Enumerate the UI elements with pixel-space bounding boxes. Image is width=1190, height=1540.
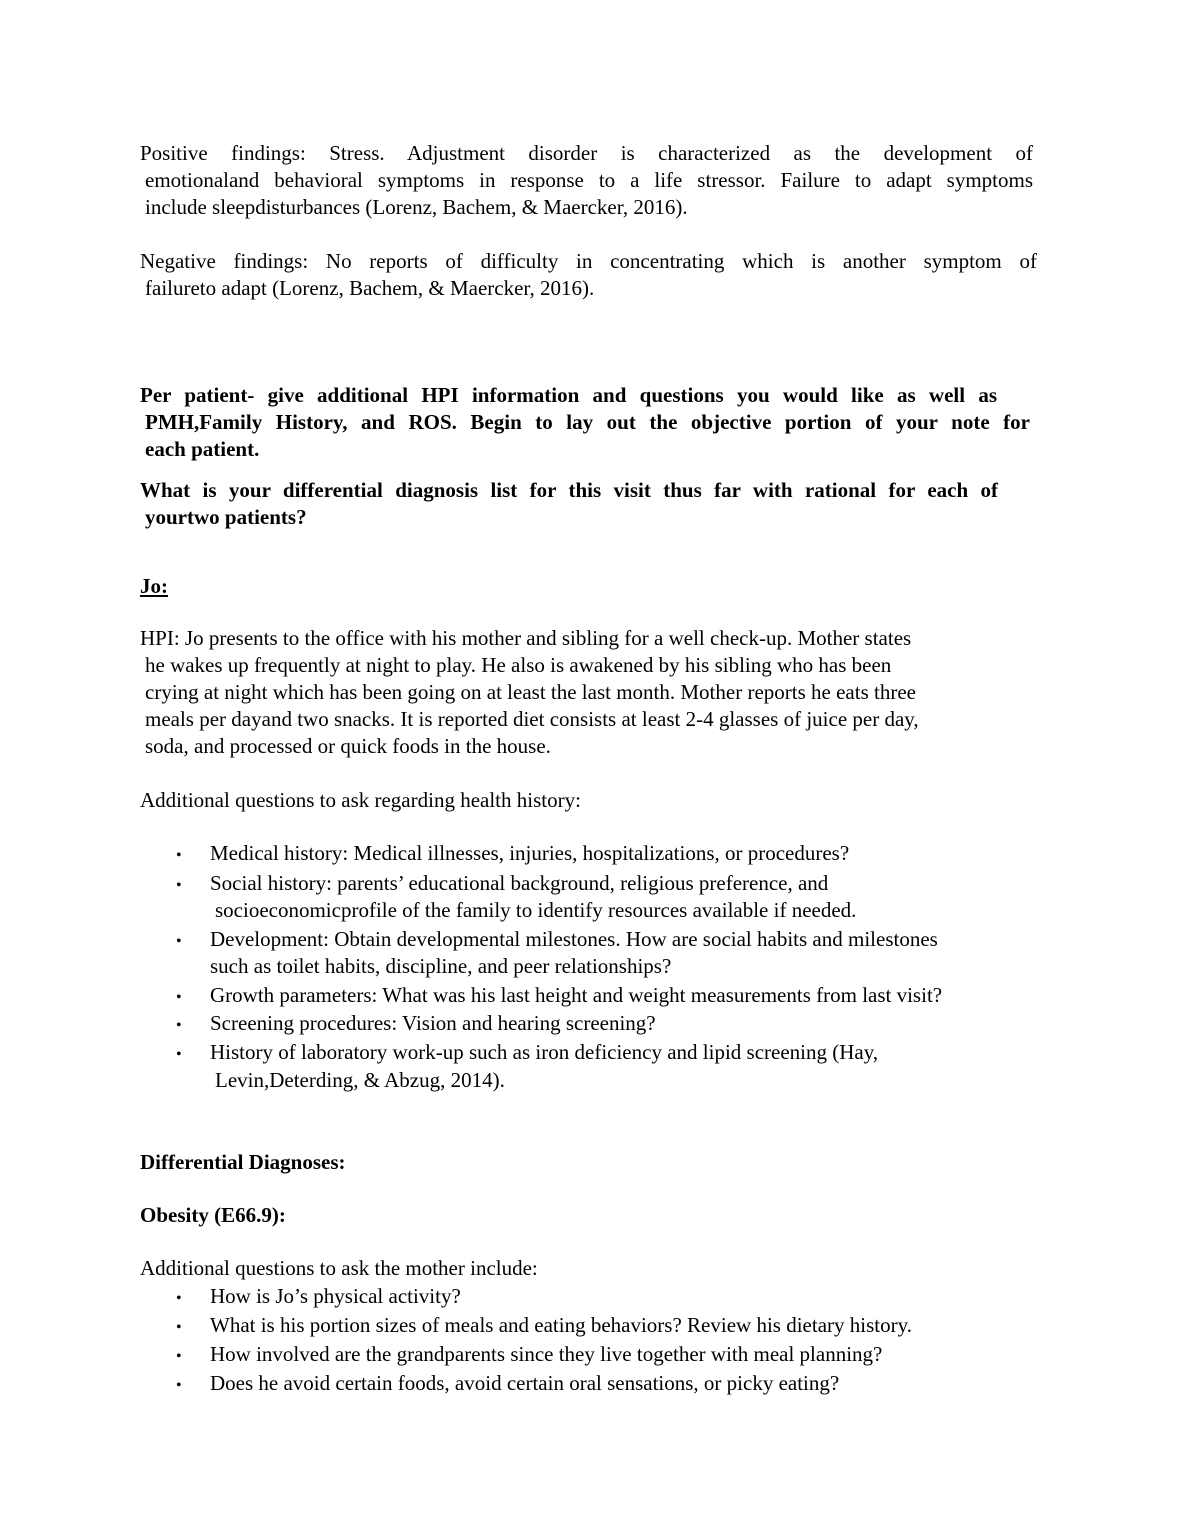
list-item-continued: socioeconomicprofile of the family to identify resources available if needed. <box>215 898 857 922</box>
list-item: How is Jo’s physical activity? <box>210 1284 461 1308</box>
bullet-icon: • <box>176 1290 182 1307</box>
bullet-icon: • <box>176 847 182 864</box>
list-item: How involved are the grandparents since they live together with meal planning? <box>210 1342 883 1366</box>
list-item: Does he avoid certain foods, avoid certain oral sensations, or picky eating? <box>210 1371 840 1395</box>
list-item: Growth parameters: What was his last height and weight measurements from last visit? <box>210 983 943 1007</box>
bullet-icon: • <box>176 933 182 950</box>
mother-questions-intro: Additional questions to ask the mother include: <box>140 1256 538 1280</box>
hpi-line: HPI: Jo presents to the office with his mother and sibling for a well check-up. Mother states <box>140 626 912 650</box>
positive-findings-line: Positive findings: Stress. Adjustment disorder is characterized as the development of <box>140 141 1033 165</box>
negative-findings-line: Negative findings: No reports of difficulty in concentrating which is another symptom of <box>140 249 1037 273</box>
list-item: History of laboratory work-up such as iron deficiency and lipid screening (Hay, <box>210 1040 879 1064</box>
bullet-icon: • <box>176 1017 182 1034</box>
patient-heading: Jo: <box>140 574 168 598</box>
health-history-intro: Additional questions to ask regarding health history: <box>140 788 581 812</box>
prompt-line: each patient. <box>145 437 260 461</box>
hpi-line: meals per dayand two snacks. It is reported diet consists at least 2-4 glasses of juice per day, <box>145 707 919 731</box>
list-item: Social history: parents’ educational background, religious preference, and <box>210 871 829 895</box>
hpi-line: he wakes up frequently at night to play. He also is awakened by his sibling who has been <box>145 653 892 677</box>
bullet-icon: • <box>176 989 182 1006</box>
list-item: Medical history: Medical illnesses, injuries, hospitalizations, or procedures? <box>210 841 850 865</box>
bullet-icon: • <box>176 1348 182 1365</box>
bullet-icon: • <box>176 1319 182 1336</box>
bullet-icon: • <box>176 877 182 894</box>
bullet-icon: • <box>176 1046 182 1063</box>
hpi-line: soda, and processed or quick foods in the house. <box>145 734 551 758</box>
hpi-line: crying at night which has been going on at least the last month. Mother reports he eats three <box>145 680 916 704</box>
obesity-heading: Obesity (E66.9): <box>140 1203 286 1227</box>
list-item-continued: such as toilet habits, discipline, and peer relationships? <box>210 954 672 978</box>
prompt-line: What is your differential diagnosis list for this visit thus far with rational for each of <box>140 478 998 502</box>
positive-findings-line: emotionaland behavioral symptoms in response to a life stressor. Failure to adapt symptoms <box>145 168 1033 192</box>
prompt-line: Per patient- give additional HPI information and questions you would like as well as <box>140 383 997 407</box>
list-item-continued: Levin,Deterding, & Abzug, 2014). <box>215 1068 505 1092</box>
differential-heading: Differential Diagnoses: <box>140 1150 346 1174</box>
list-item: Development: Obtain developmental milestones. How are social habits and milestones <box>210 927 938 951</box>
list-item: Screening procedures: Vision and hearing screening? <box>210 1011 656 1035</box>
positive-findings-line: include sleepdisturbances (Lorenz, Bachem, & Maercker, 2016). <box>145 195 688 219</box>
negative-findings-line: failureto adapt (Lorenz, Bachem, & Maercker, 2016). <box>145 276 595 300</box>
prompt-line: yourtwo patients? <box>145 505 307 529</box>
list-item: What is his portion sizes of meals and eating behaviors? Review his dietary history. <box>210 1313 912 1337</box>
bullet-icon: • <box>176 1377 182 1394</box>
prompt-line: PMH,Family History, and ROS. Begin to lay out the objective portion of your note for <box>145 410 1030 434</box>
